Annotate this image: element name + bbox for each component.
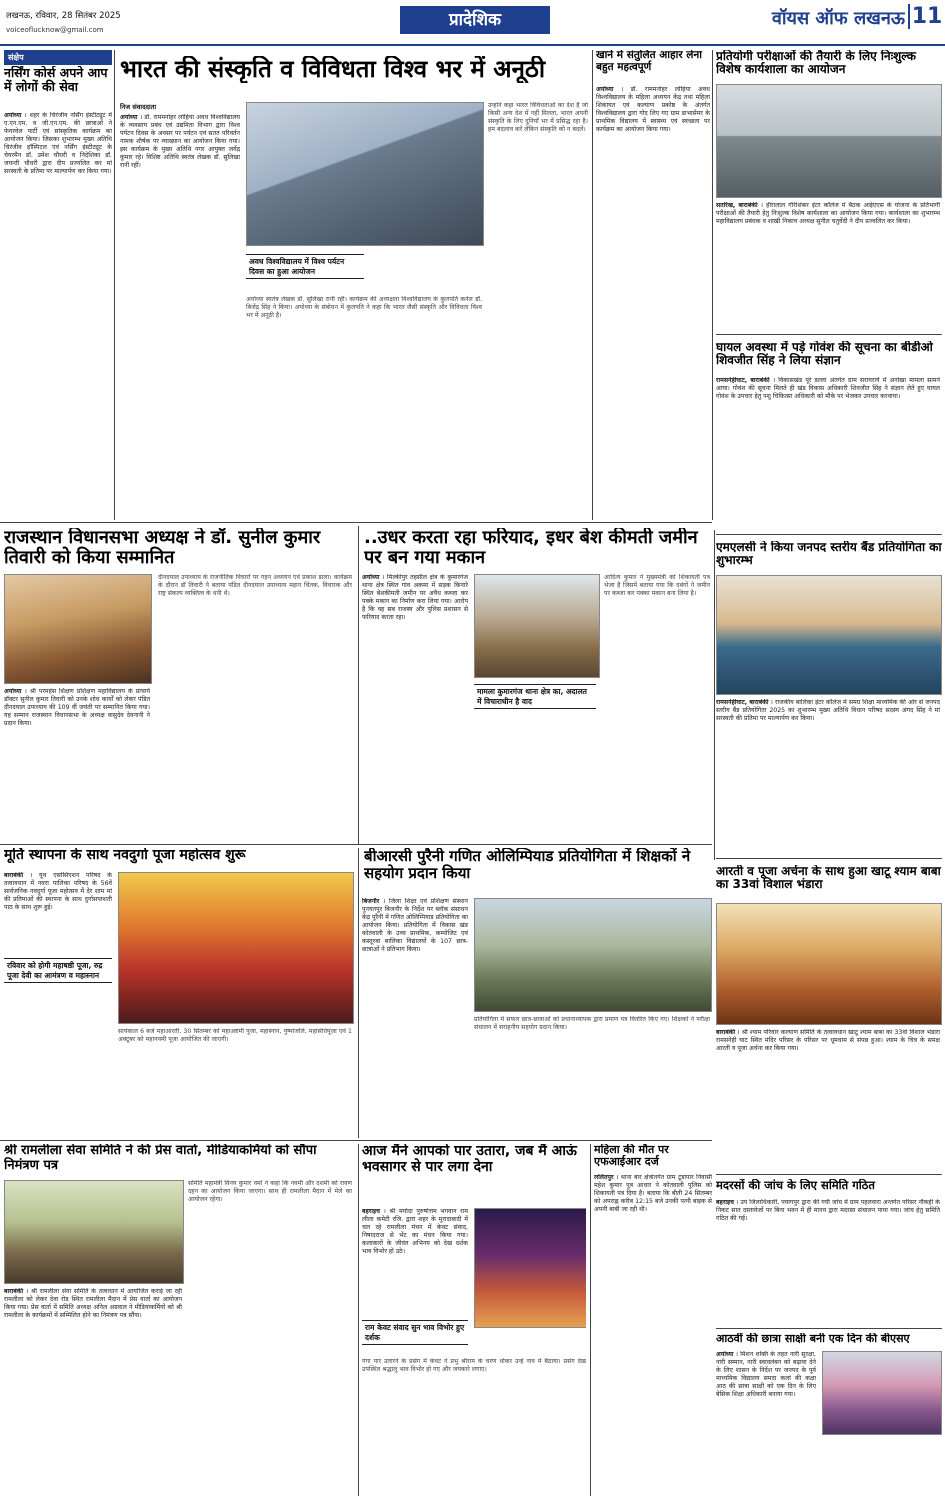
subhead: अवध विश्वविद्यालय में विश्व पर्यटन दिवस का हुआ आयोजन [246,254,364,279]
article-honour [4,526,354,836]
article-text: बाराबंकी । श्री श्याम परिवार कल्याण समिति के तत्वावधान खाटू श्याम बाबा का 33वां विशाल भंडारा रामसनेही घाट स्थित मंदिर परिसर के परिसर पर धूमधाम से संपन्न हुआ। श्याम के चित्र के समक्ष आरती व पूजा अर्चना कर किया गया। [716,1029,940,1052]
headline: मूर्ति स्थापना के साथ नवदुर्गा पूजा महोत्सव शुरू [4,848,246,863]
headline: घायल अवस्था में पड़े गोवंश की सूचना का बीडीओ शिवजीत सिंह ने लिया संज्ञान [716,341,933,368]
brief-tag: संक्षेप [4,50,112,65]
headline: आज मैंने आपको पार उतारा, जब मैं आऊं भवसागर से पार लगा देना [362,1144,577,1175]
headline: बीआरसी पुरैनी गणित ओलिम्पियाड प्रतियोगिता में शिक्षकों ने सहयोग प्रदान किया [364,848,691,882]
article-text-col2: प्रतियोगिता में सफल छात्र-छात्राओं को प्रधानाध्यापक द्वारा प्रमाण पत्र वितरित किए गए। शिक्षकों ने परीक्षा संचालन में सराहनीय सहयोग प्रदान किया। [474,1016,710,1031]
section-title: प्रादेशिक [400,6,550,34]
article-text: बहराइच । श्री मर्यादा पुरुषोत्तम भगवान राम लीला कमेटी रजि. द्वारा शहर के मुरादाबादी में चल रहे रामलीला मंचन में केवट संवाद, निषादराज से भेंट का मंचन किया गया। कलाकारों के जीवंत अभिनय को देख दर्शक भाव विभोर हो उठे। [362,1208,468,1255]
article-workshop [716,50,942,330]
photo-bhandara [716,903,942,1025]
subhead: रविवार को होगी महाषष्ठी पूजा, रुद्र पूजा देवी का आमंत्रण व महास्नान [4,958,112,983]
article-text: रामसनेहीघाट, बाराबंकी । विकासखंड पूरे डल्ला अंतर्गत ग्राम सरायरायें में अनोखा मामला सामने आया। गोवंश की सूचना मिलते ही खंड विकास अधिकारी शिवजीत सिंह ने संज्ञान लेते हुए घायल गोवंश के उपचार हेतु पशु चिकित्सा अधिकारी को मौके पर भेजकर उपचार करवाया। [716,377,940,400]
photo-culture [246,102,484,246]
article-text: अयोध्या । डॉ. राममनोहर लोहिया अवध विश्वविद्यालय के महिला अध्ययन केंद्र तथा महिला शिकायत एवं कल्याण प्रकोष्ठ के अंतर्गत विश्वविद्यालय द्वारा गोद लिए गए ग्राम डाभासेमर के प्राथमिक विद्यालय में स्वास्थ्य एवं स्वच्छता पर कार्यक्रम का आयोजन किया गया। [596,86,710,133]
article-bsa [716,1328,942,1497]
article-text: रामसनेहीघाट, बाराबंकी । राजकीय बालिका इंटर कॉलेज में समग्र शिक्षा माध्यमिक की ओर से जनपद स्तरीय बैंड प्रतियोगिता 2025 का शुभारम्भ मुख्य अतिथि विधान परिषद सदस्य अंगद सिंह ने मां सरस्वती की प्रतिमा पर माल्यार्पण कर किया। [716,699,940,722]
article-band [716,534,942,855]
photo-bsa [822,1351,942,1435]
headline: राजस्थान विधानसभा अध्यक्ष ने डॉ. सुनील कुमार तिवारी को किया सम्मानित [4,528,321,569]
article-text: सतरिख, बाराबंकी । हीरालाल गौरीशंकर इंटर कॉलेज में बैठक आईएएस के योजना के प्रतिभागी परीक्षाओं की तैयारी हेतु निःशुल्क विशेष कार्यशाला का आयोजन किया गया। कार्यशाला का शुभारम्भ महाविद्यालय प्रबंधक व शाखी निकाय अध्यक्ष सुनील चतुर्वेदी ने दीप प्रज्वलित कर किया। [716,202,940,225]
photo-kevat [474,1208,586,1328]
article-cattle [716,334,942,531]
headline: नर्सिंग कोर्स अपने आप में लोगों की सेवा [4,66,108,94]
article-text-col2: समिति महामंत्री विनय कुमार वर्मा ने कहा कि नवमी और दशमी को रावण दहन का आयोजन किया जाएगा। साथ ही रामलीला मैदान में मेले का आयोजन रहेगा। [188,1180,352,1203]
article-culture [118,50,590,430]
article-ramlila [4,1144,354,1496]
photo-workshop [716,84,942,198]
photo-band [716,575,942,695]
article-fir [594,1144,712,1496]
article-diet [596,50,710,520]
article-olympiad [362,848,712,1138]
brand-name: वॉयस ऑफ लखनऊ [771,8,905,29]
headline: आठवीं की छात्रा साक्षी बनी एक दिन की बीएसए [716,1333,910,1345]
headline: भारत की संस्कृति व विविधता विश्व भर में अनूठी [120,56,546,83]
article-nursing [4,50,112,430]
article-text: अयोध्या । शहर के चिरंजीव नर्सिंग इंस्टीट्यूट में ए.एन.एम. व जी.एन.एम. की छात्राओं ने फेयरवेल पार्टी एवं सांस्कृतिक कार्यक्रम का आयोजन किया। जिसका शुभारम्भ मुख्य अतिथि चिरंजीव हॉस्पिटल एवं नर्सिंग इंस्टीट्यूट के चेयरमैन डॉ. उमेश चौधरी व निदेशिका डॉ. जयन्ती चौधरी द्वारा दीप प्रज्वलित कर मां सरस्वती के प्रतिमा पर माल्यार्पण कर किया गया। [4,112,112,175]
headline: आरती व पूजा अर्चना के साथ हुआ खाटू श्याम बाबा का 33वां विशाल भंडारा [716,865,941,892]
article-text: बाराबंकी । श्री रामलीला सेवा समिति के तत्वाधान में आयोजित कराई जा रही रामलीला को लेकर देवा रोड स्थित रामलीला मैदान में प्रेस वार्ता का आयोजन किया गया। प्रेस वार्ता में समिति अध्यक्ष अनिल अग्रवाल ने मीडियाकर्मियों को श्री रामलीला के कार्यक्रमों में सम्मिलित होने का निमंत्रण पत्र सौंपा। [4,1288,182,1319]
photo-land [474,574,600,678]
subhead: राम केवट संवाद सुन भाव विभोर हुए दर्शक [362,1320,468,1345]
article-text: अयोध्या । श्री परमहंस शिक्षण प्रशिक्षण महाविद्यालय के प्राचार्य डॉक्टर सुनील कुमार तिवारी को उनके शोध कार्यों को लेकर पंडित दीनदयाल उपाध्याय की 109 वीं जयंती पर सम्मानित किया गया। यह सम्मान राजस्थान विधानसभा के अध्यक्ष वासुदेव देवनानी ने प्रदान किया। [4,688,150,727]
article-text-col2: आदित्य कुमार ने मुख्यमंत्री को शिकायती पत्र भेजा है जिसमें बताया गया कि दबंगों ने जमीन पर कब्जा कर पक्का मकान बना लिया है। [604,574,710,597]
headline: मदरसों की जांच के लिए समिति गठित [716,1179,875,1192]
article-madrasa [716,1174,942,1325]
headline: एमएलसी ने किया जनपद स्तरीय बैंड प्रतियोगिता का शुभारम्भ [716,541,942,568]
subhead: मामला कुमारगंज थाना क्षेत्र का, अदालत में विचाराधीन है वाद [474,684,596,709]
page-number: 11 [908,4,944,29]
headline: खाने में संतुलित आहार लेना बहुत महत्वपूर्ण [596,50,702,73]
article-text-col3: उन्होंने कहा भारत विविधताओं का देश है जो किसी अन्य देश में नहीं मिलता, भारत अपनी संस्कृति के लिए दुनियाँ भर में प्रसिद्ध रहा है। हम बदलाव करें लेकिन संस्कृति को न बदलें। [488,102,588,133]
photo-ramlila [4,1180,184,1284]
article-land [362,526,712,836]
article-text-col2: सायंकाल 6 बजे महाआरती, 30 सितम्बर को महाअष्टमी पूजा, महास्नान, पुष्पांजलि, महासंधिपूजा एवं 1 अक्टूबर को महानवमी पूजा आयोजित की जाएगी। [118,1028,352,1043]
article-text: अयोध्या । मिशन शक्ति के तहत नारी सुरक्षा, नारी सम्मान, नारी स्वावलंबन को बढ़ावा देने के लिए शासन के निर्देश पर जनपद के पूर्व माध्यमिक विद्यालय समदा कलां की कक्षा आठ की छात्रा साक्षी को एक दिन के लिए बेसिक शिक्षा अधिकारी बनाया गया। [716,1351,816,1398]
article-text: बहराइच । उप जिलाधिकारी, पयागपुर द्वारा की गयी जांच में ग्राम पहलवारा अन्तर्गत परिसर नौकही के निकट सात दस्तावेजों पर बिना भवन में ही मानव द्वारा मदरसा संचालन पाया गया। जांच हेतु समिति गठित की गई। [716,1199,940,1222]
masthead [0,0,945,46]
headline: श्री रामलीला सेवा समिति ने की प्रेस वार्ता, मीडियाकर्मियों को सौंपा निमंत्रण पत्र [4,1144,317,1173]
article-text: अयोध्या । मिल्कीपुर तहसील क्षेत्र के कुमारगंज थाना क्षेत्र स्थित गांव अकमा में सड़क किनारे स्थित बेशकीमती जमीन पर अवैध कब्जा कर पक्के मकान का निर्माण करा लिया गया। आरोप है कि वह सब राजस्व और पुलिस प्रशासन से फरियाद करता रहा। [362,574,468,621]
article-text-col2: अयोध्या स्वतंत्र लेखक डॉ. सुलिखा रानी रहीं। कार्यक्रम की अध्यक्षता विश्वविद्यालय के कुलपति कर्नल डॉ. बिजेंद्र सिंह ने किया। अयोध्या के संबोधन में कुलपति ने कहा कि भारत जैसी संस्कृति और विविधता विश्व भर में अनूठी है। [246,296,482,319]
article-text: अयोध्या । डॉ. राममनोहर लोहिया अवध विश्वविद्यालय के व्यवसाय प्रबंध एवं उद्यमिता विभाग द्वारा विश्व पर्यटन दिवस के अवसर पर पर्यटन एवं सतत परिवर्तन नामक शीर्षक पर व्याख्यान का आयोजन किया गया। इस कार्यक्रम के मुख्य अतिथि नगर आयुक्त जयेंद्र कुमार रहे। विशिष्ट अतिथि स्वतंत्र लेखक डॉ. सुलिखा रानी रहीं। [120,114,240,169]
article-bhandara [716,858,942,1171]
article-kevat [362,1144,586,1496]
photo-durga [118,872,354,1024]
photo-honour [4,574,152,684]
email: voiceoflucknow@gmail.com [6,26,104,34]
article-text: बिजनौर । जिला शिक्षा एवं प्रशिक्षण संस्थान पुनयतपुर बिजनौर के निर्देश पर ब्लॉक संसाधन केंद्र पुरैनी में गणित ओलिम्पियाड प्रतियोगिता का आयोजन किया। प्रतियोगिता में विकास खंड कोतवाली के उच्च प्राथमिक, कम्पोजिट एवं कस्तूरबा बालिका विद्यालयों के 107 छात्र-छात्राओं ने प्रतिभाग किया। [362,898,468,953]
headline: महिला की मौत पर एफआईआर दर्ज [594,1144,669,1169]
headline: ..उधर करता रहा फरियाद, इधर बेश कीमती जमीन पर बन गया मकान [364,528,698,569]
byline: निज संवाददाता [120,103,157,111]
article-text-col2: दीनदयाल उपाध्याय के राजनीतिक विचारों पर गहन अध्ययन एवं प्रकाश डाला। कार्यक्रम के दौरान डॉ तिवारी ने बताया पंडित दीनदयाल उपाध्याय महान चिंतक, विचारक और राष्ट्र संकल्प व्यक्तित्व के धनी थे। [158,574,352,597]
article-text-col2: गंगा पार उतारने के प्रसंग में केवट ने प्रभु श्रीराम के चरण धोकर उन्हें नाव में बैठाया। प्रसंग देख उपस्थित श्रद्धालु भाव विभोर हो गए और जयकारे लगाए। [362,1358,586,1373]
photo-olympiad [474,898,712,1012]
article-durga [4,848,354,1138]
dateline: लखनऊ, रविवार, 28 सितंबर 2025 [6,11,121,21]
headline: प्रतियोगी परीक्षाओं की तैयारी के लिए निःशुल्क विशेष कार्यशाला का आयोजन [716,50,916,77]
article-text: बाराबंकी । यूथ एसोसिएशन परिषद के तत्वावधान में नवरा पालिका परिषद के 56वें सार्वजनिक नवदुर्गा पूजा महोत्सव में देर शाम मां की प्रतिमाओं की स्थापना के साथ दुर्गासप्तशती पाठ के साथ शुरू हुई। [4,872,112,911]
article-text: ललितपुर । थाना बार क्षेत्रांतर्गत ग्राम टूडापार निवासी महेश कुमार पुत्र आधार ने कोतवाली पुलिस को शिकायती पत्र दिया है। बताया कि बीती 24 सितम्बर को अपराह्न करीब 12:15 बजे उनकी पत्नी बाइक से अपनी बाबी जा रही थी। [594,1174,712,1213]
